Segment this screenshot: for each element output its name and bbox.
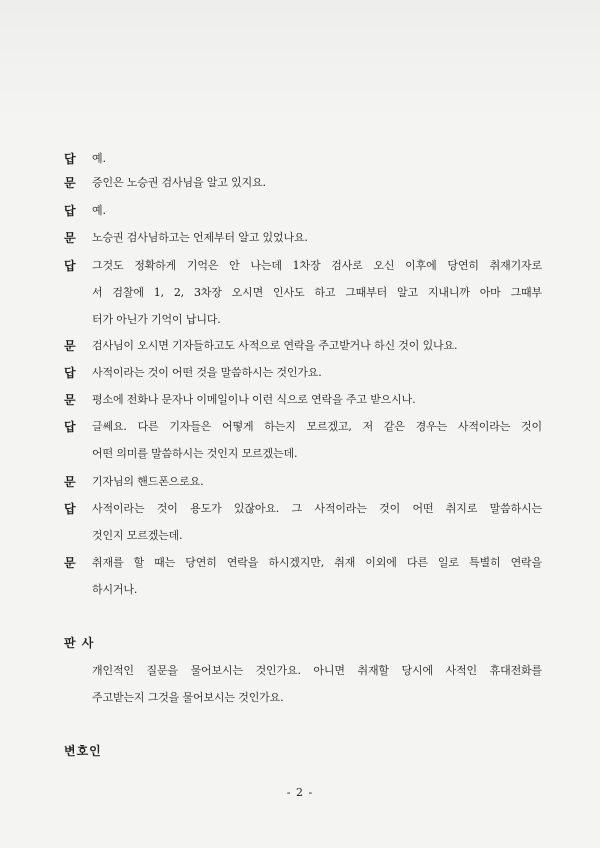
entry-line: 평소에 전화나 문자나 이메일이나 이런 식으로 연락을 주고 받으시나. xyxy=(92,393,416,406)
judge-section-label: 판 사 xyxy=(64,636,95,650)
speaker-label: 문 xyxy=(64,393,76,407)
entry-line: 서 검찰에 1, 2, 3차장 오시면 인사도 하고 그때부터 알고 지내니까 아마 그때부 xyxy=(92,286,542,299)
entry-line: 예. xyxy=(92,204,106,217)
lawyer-section-label: 변호인 xyxy=(64,744,102,758)
entry-line: 노승권 검사님하고는 언제부터 알고 있었나요. xyxy=(92,231,308,244)
speaker-label: 문 xyxy=(64,339,76,353)
speaker-label: 답 xyxy=(64,502,76,516)
speaker-label: 답 xyxy=(64,259,76,273)
entry-line: 그것도 정확하게 기억은 안 나는데 1차장 검사로 오신 이후에 당연히 취재기자로 xyxy=(92,259,542,272)
entry-line: 증인은 노승권 검사님을 알고 있지요. xyxy=(92,176,266,189)
entry-line: 글쎄요. 다른 기자들은 어떻게 하는지 모르겠고, 저 같은 경우는 사적이라는 것이 xyxy=(92,420,542,433)
speaker-label: 답 xyxy=(64,420,76,434)
entry-line: 검사님이 오시면 기자들하고도 사적으로 연락을 주고받거나 하신 것이 있나요. xyxy=(92,339,458,352)
speaker-label: 답 xyxy=(64,204,76,218)
entry-line: 사적이라는 것이 용도가 있잖아요. 그 사적이라는 것이 어떤 취지로 말씀하시는 xyxy=(92,502,542,515)
speaker-label: 문 xyxy=(64,556,76,570)
page-number: - 2 - xyxy=(286,786,314,799)
entry-line: 취재를 할 때는 당연히 연락을 하시겠지만, 취재 이외에 다른 일로 특별히 연락을 xyxy=(92,556,542,569)
entry-line: 어떤 의미를 말씀하시는 것인지 모르겠는데. xyxy=(92,447,298,460)
entry-line: 하시거나. xyxy=(92,583,138,596)
judge-question-line: 개인적인 질문을 물어보시는 것인가요. 아니면 취재할 당시에 사적인 휴대전화를 xyxy=(92,664,542,677)
speaker-label: 문 xyxy=(64,176,76,190)
entry-line: 기자님의 핸드폰으로요. xyxy=(92,475,204,488)
entry-line: 사적이라는 것이 어떤 것을 말씀하시는 것인가요. xyxy=(92,366,322,379)
speaker-label: 문 xyxy=(64,475,76,489)
speaker-label: 답 xyxy=(64,152,76,166)
entry-line: 것인지 모르겠는데. xyxy=(92,529,183,542)
speaker-label: 문 xyxy=(64,231,76,245)
speaker-label: 답 xyxy=(64,366,76,380)
judge-question-line: 주고받는지 그것을 물어보시는 것인가요. xyxy=(92,691,284,704)
entry-line: 예. xyxy=(92,152,106,165)
entry-line: 터가 아닌가 기억이 납니다. xyxy=(92,313,221,326)
